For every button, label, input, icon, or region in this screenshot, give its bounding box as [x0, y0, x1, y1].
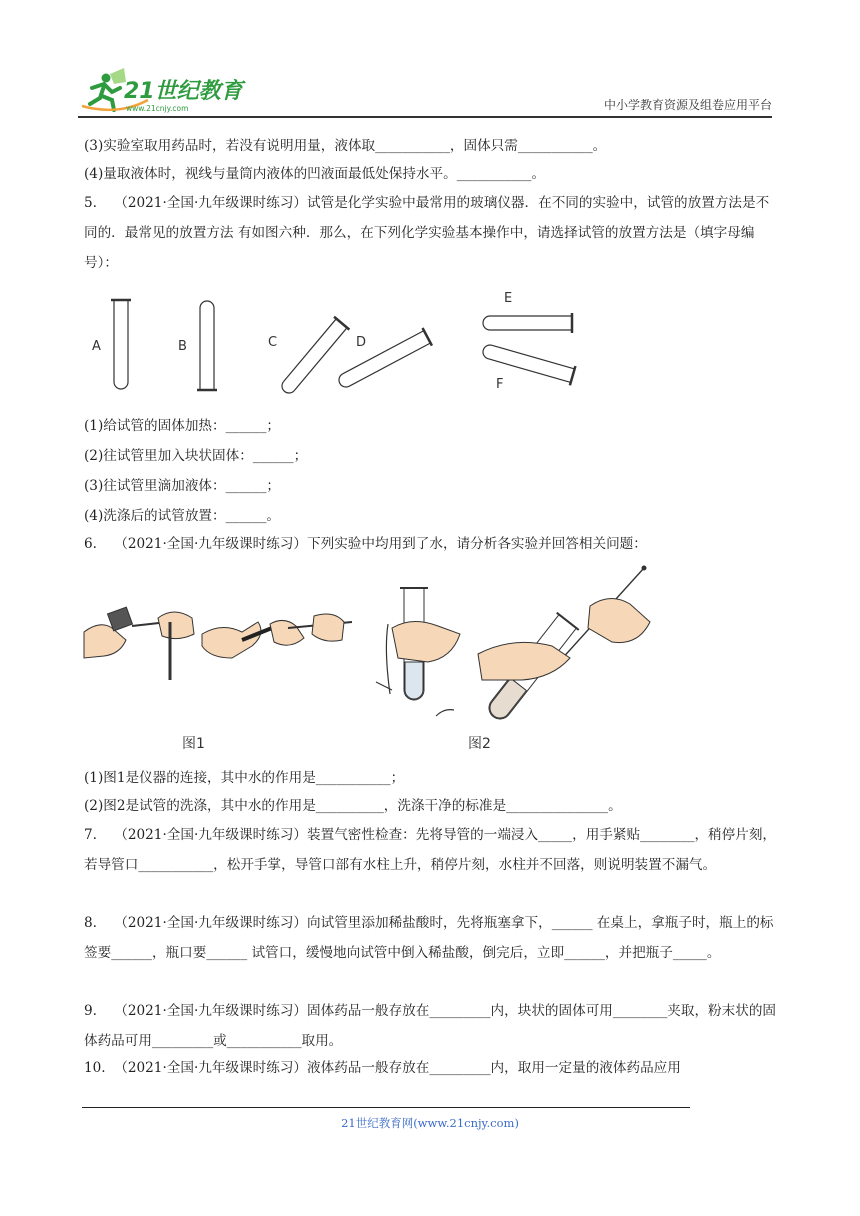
label-d: D — [356, 335, 367, 350]
label-e: E — [504, 291, 513, 306]
q5-part3: (3)往试管里滴加液体：______； — [84, 478, 280, 494]
label-b: B — [178, 339, 187, 354]
figure-2-shaking-tube — [376, 588, 460, 716]
label-a: A — [92, 339, 101, 354]
q5-part2: (2)往试管里加入块状固体：______； — [84, 448, 308, 464]
water-experiment-figure — [82, 562, 658, 758]
tube-c — [277, 317, 350, 398]
tube-e — [483, 313, 572, 333]
q5-part1: (1)给试管的固体加热：______； — [84, 418, 280, 434]
question-8: 8. （2021·全国·九年级课时练习）向试管里添加稀盐酸时，先将瓶塞拿下，______ 在桌上，拿瓶子时，瓶上的标签要______，瓶口要______ 试管口，缓慢地向试管中倒入稀盐酸，倒完后，立即______，并把瓶子_____。 — [84, 915, 774, 961]
q4-part3: (3)实验室取用药品时，若没有说明用量，液体取___________，固体只需___________。 — [84, 138, 607, 154]
question-6: 6. （2021·全国·九年级课时练习）下列实验中均用到了水，请分析各实验并回答相关问题： — [84, 536, 647, 552]
label-c: C — [268, 335, 278, 350]
question-10: 10. （2021·全国·九年级课时练习）液体药品一般存放在_________内，取用一定量的液体药品应用 — [84, 1060, 681, 1076]
q5-part4: (4)洗涤后的试管放置：______。 — [84, 508, 280, 524]
svg-text:www.21cnjy.com: www.21cnjy.com — [126, 104, 189, 113]
figure-2-brushing-tube — [478, 566, 650, 725]
label-f: F — [496, 377, 504, 392]
tube-d — [335, 328, 432, 392]
question-5: 5. （2021·全国·九年级课时练习）试管是化学实验中最常用的玻璃仪器．在不同的实验中，试管的放置方法是不同的．最常见的放置方法 有如图六种．那么，在下列化学实验基本操作中，请选择试管的放置方法是（填字母编号）： — [84, 195, 770, 271]
page-header — [78, 66, 772, 118]
header-divider — [78, 116, 772, 118]
footer-text: 21世纪教育网(www.21cnjy.com) — [341, 1116, 519, 1130]
figure-1-caption: 图1 — [182, 736, 205, 752]
q6-part2: (2)图2是试管的洗涤，其中水的作用是__________，洗涤干净的标准是_______________。 — [84, 798, 622, 814]
figure-2-caption: 图2 — [468, 736, 491, 752]
platform-name: 中小学教育资源及组卷应用平台 — [603, 98, 772, 112]
tube-f — [481, 340, 576, 385]
question-7: 7. （2021·全国·九年级课时练习）装置气密性检查：先将导管的一端浸入_____，用手紧贴________，稍停片刻，若导管口___________，松开手掌，导管口部有水柱上升，稍停片刻，水柱并不回落，则说明装置不漏气。 — [84, 827, 777, 873]
test-tube-placement-figure — [84, 284, 604, 400]
q4-part4: (4)量取液体时，视线与量筒内液体的凹液面最低处保持水平。___________。 — [84, 166, 546, 182]
tube-a — [111, 300, 131, 389]
tube-b — [197, 301, 217, 390]
question-9: 9. （2021·全国·九年级课时练习）固体药品一般存放在_________内，块状的固体可用________夹取，粉末状的固体药品可用_________或___________取用。 — [84, 1003, 777, 1049]
footer-divider — [82, 1107, 690, 1108]
site-logo — [78, 66, 258, 114]
svg-text:21世纪教育: 21世纪教育 — [124, 79, 243, 104]
q6-part1: (1)图1是仪器的连接，其中水的作用是___________； — [84, 770, 405, 786]
figure-1-illustration — [84, 607, 352, 680]
